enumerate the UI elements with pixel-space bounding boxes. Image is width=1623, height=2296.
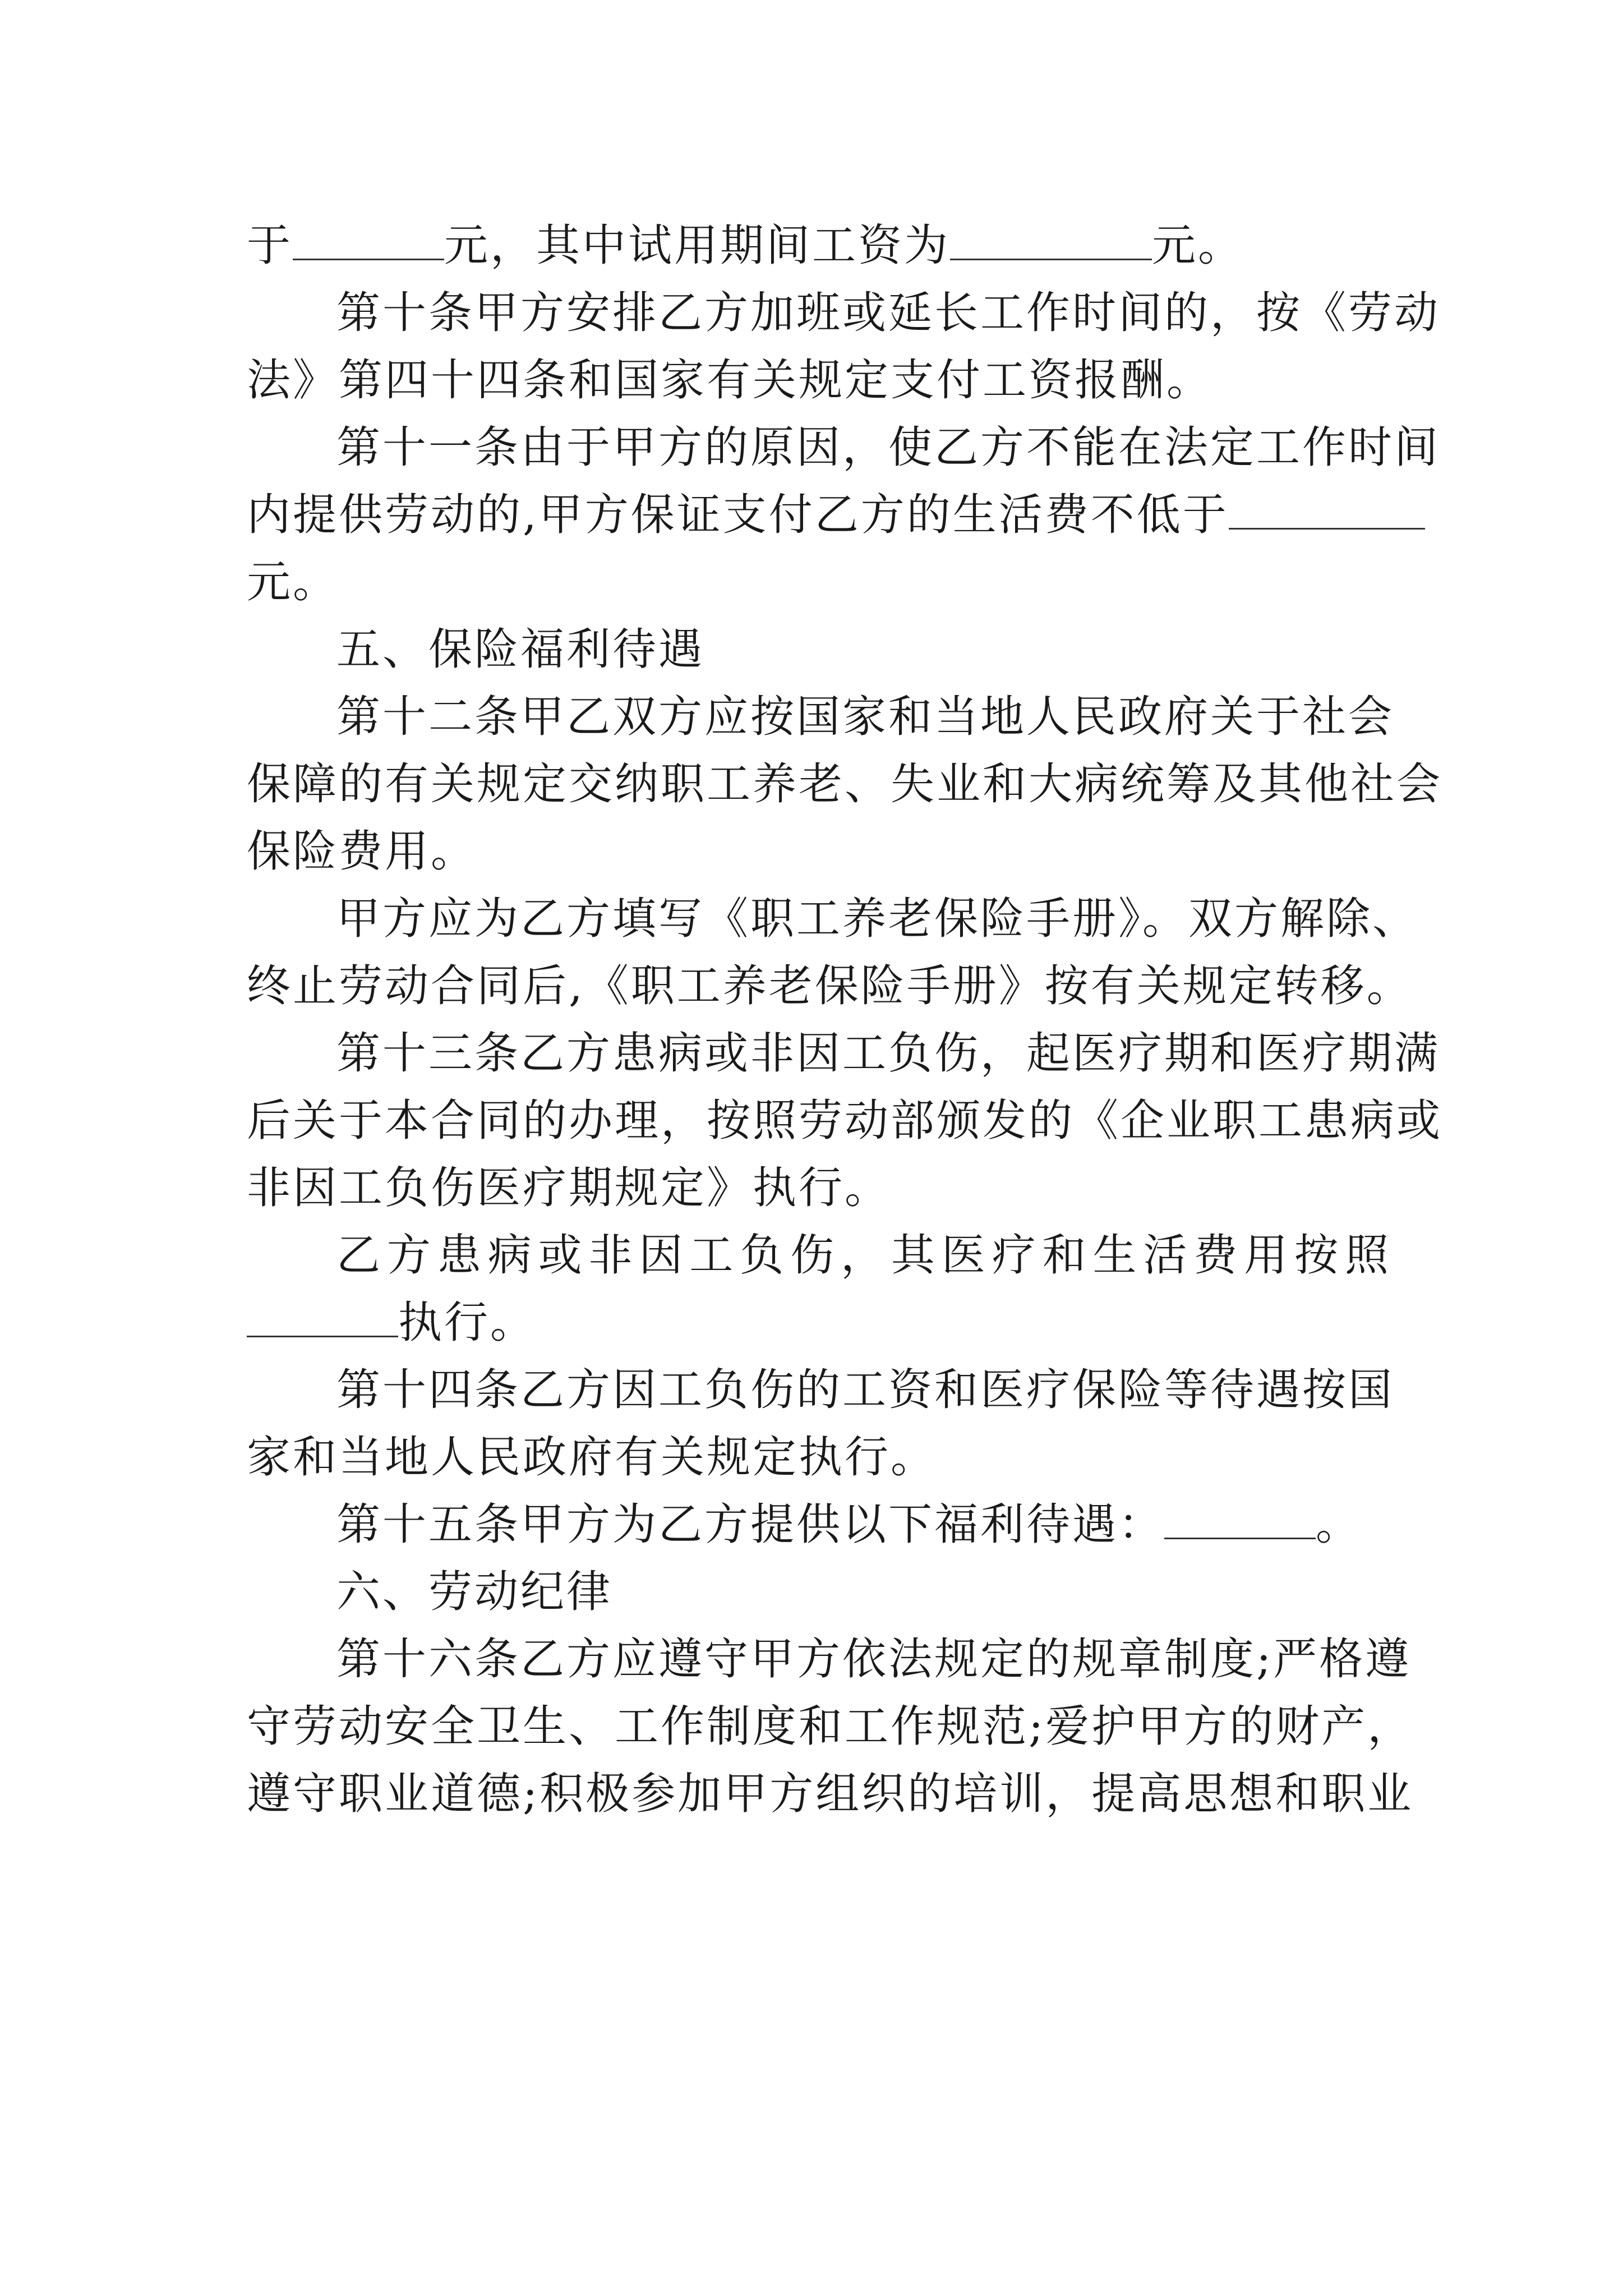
text-segment: 第十五条甲方为乙方提供以下福利待遇：: [336, 1499, 1165, 1550]
section-heading-6: 六、劳动纪律: [336, 1567, 613, 1617]
line-24: 遵守职业道德;积极参加甲方组织的培训，提高思想和职业: [247, 1769, 1414, 1819]
line-19: 家和当地人民政府有关规定执行。: [247, 1432, 937, 1483]
line-22: 第十六条乙方应遵守甲方依法规定的规章制度;严格遵: [336, 1634, 1412, 1685]
blank-field[interactable]: [1229, 483, 1425, 530]
line-2: 第十条甲方安排乙方加班或延长工作时间的，按《劳动: [336, 288, 1441, 338]
text-segment: 元。: [1152, 220, 1244, 271]
text-segment: 元，其中试用期间工资为: [444, 220, 951, 271]
line-5: [247, 481, 1391, 549]
blank-field[interactable]: [247, 1291, 398, 1337]
line-8: 第十二条甲乙双方应按国家和当地人民政府关于社会: [336, 692, 1395, 742]
line-11: 甲方应为乙方填写《职工养老保险手册》。双方解除、: [336, 894, 1419, 944]
line-20: [247, 1491, 1391, 1558]
line-23: 守劳动安全卫生、工作制度和工作规范;爱护甲方的财产，: [247, 1701, 1414, 1752]
blank-field[interactable]: [293, 214, 444, 260]
line-12: 终止劳动合同后,《职工养老保险手册》按有关规定转移。: [247, 961, 1413, 1011]
line-13: 第十三条乙方患病或非因工负伤，起医疗期和医疗期满: [336, 1028, 1441, 1079]
line-16: 乙方患病或非因工负伤，其医疗和生活费用按照: [336, 1230, 1391, 1281]
text-segment: 于: [247, 220, 293, 271]
document-body: [247, 212, 1443, 1828]
line-3: 法》第四十四条和国家有关规定支付工资报酬。: [247, 355, 1213, 406]
blank-field[interactable]: [1164, 1493, 1316, 1539]
line-15: 非因工负伤医疗期规定》执行。: [247, 1163, 891, 1213]
blank-field[interactable]: [950, 214, 1152, 260]
line-1: [247, 212, 1391, 279]
section-heading-5: 五、保险福利待遇: [336, 624, 705, 675]
text-segment: 内提供劳动的,甲方保证支付乙方的生活费不低于: [247, 490, 1229, 540]
line-14: 后关于本合同的办理，按照劳动部颁发的《企业职工患病或: [247, 1096, 1443, 1146]
text-segment: 。: [1316, 1499, 1362, 1550]
line-18: 第十四条乙方因工负伤的工资和医疗保险等待遇按国: [336, 1365, 1395, 1415]
line-6: 元。: [247, 557, 339, 608]
line-4: 第十一条由于甲方的原因，使乙方不能在法定工作时间: [336, 422, 1441, 473]
text-segment: 执行。: [398, 1297, 537, 1348]
line-9: 保障的有关规定交纳职工养老、失业和大病统筹及其他社会: [247, 759, 1443, 809]
line-10: 保险费用。: [247, 826, 477, 877]
line-17: [247, 1289, 1391, 1356]
